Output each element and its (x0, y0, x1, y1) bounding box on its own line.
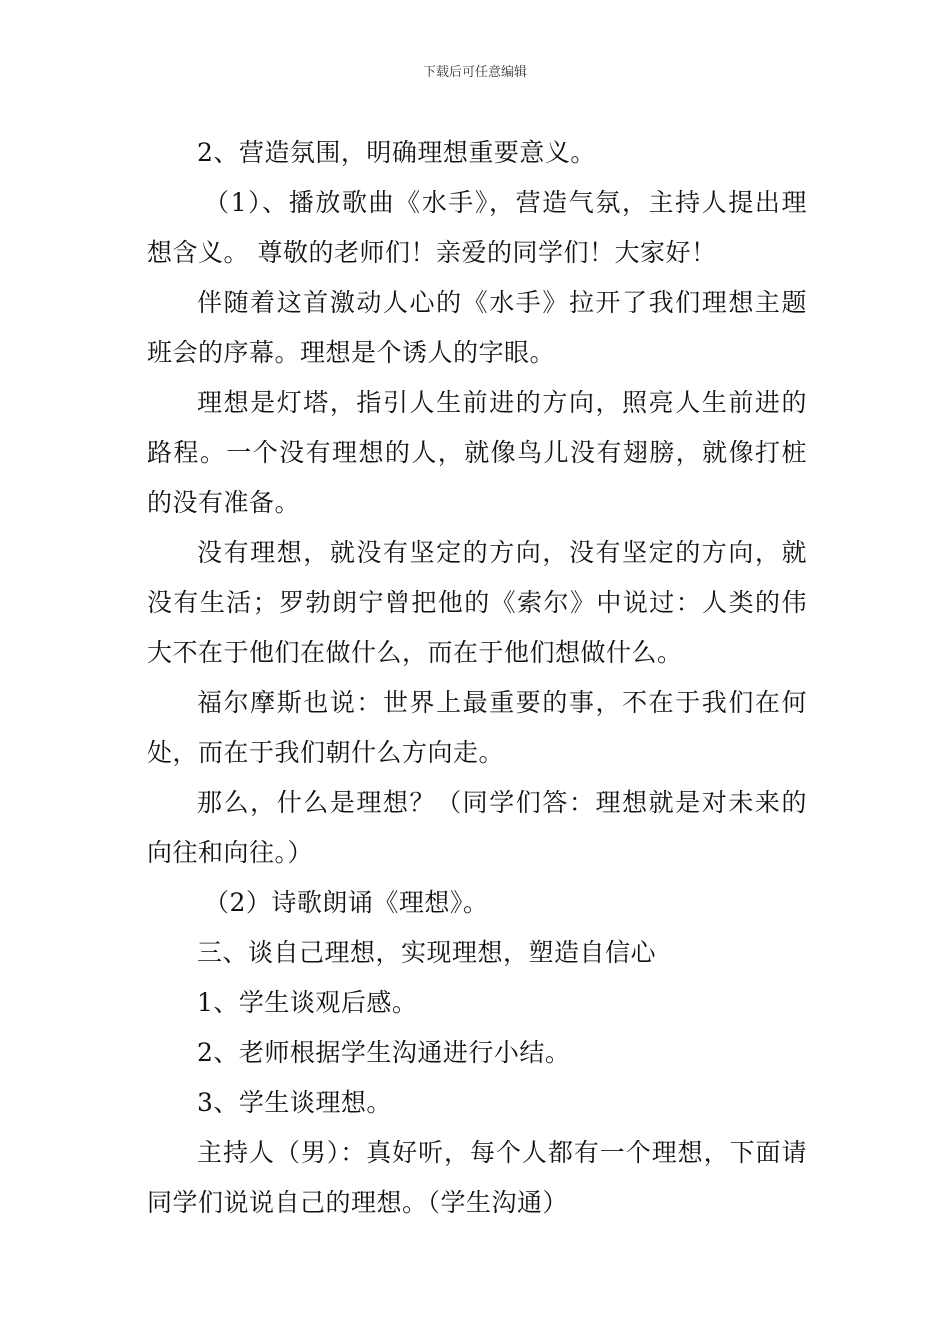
paragraph-no-ideal: 没有理想，就没有坚定的方向，没有坚定的方向，就没有生活；罗勃朗宁曾把他的《索尔》中说过：人类的伟大不在于他们在做什么，而在于他们想做什么。 (147, 538, 807, 667)
paragraph-lighthouse: 理想是灯塔，指引人生前进的方向，照亮人生前进的路程。一个没有理想的人，就像鸟儿没有翅膀，就像打桩的没有准备。 (147, 388, 807, 517)
paragraph-step-2: 2、老师根据学生沟通进行小结。 (197, 1038, 571, 1067)
paragraph-section-2-title: 2、营造氛围，明确理想重要意义。 (197, 138, 596, 167)
paragraph-intro: 伴随着这首激动人心的《水手》拉开了我们理想主题班会的序幕。理想是个诱人的字眼。 (147, 288, 807, 367)
document-body (147, 128, 807, 1228)
paragraph-holmes-quote: 福尔摩斯也说：世界上最重要的事，不在于我们在何处，而在于我们朝什么方向走。 (147, 688, 807, 767)
page-header: 下载后可任意编辑 (422, 65, 527, 80)
paragraph-what-is-ideal: 那么，什么是理想？（同学们答：理想就是对未来的向往和向往。） (147, 788, 807, 867)
paragraph-host-speech: 主持人（男）：真好听，每个人都有一个理想，下面请同学们说说自己的理想。（学生沟通） (147, 1138, 807, 1217)
paragraph-section-3-title: 三、谈自己理想，实现理想，塑造自信心 (197, 938, 657, 967)
paragraph-item-1-song: （1）、播放歌曲《水手》，营造气氛，主持人提出理想含义。 尊敬的老师们！亲爱的同学们！大家好！ (147, 188, 807, 267)
paragraph-item-2-poem: （2）诗歌朗诵《理想》。 (204, 888, 489, 917)
paragraph-step-3: 3、学生谈理想。 (197, 1088, 392, 1117)
paragraph-step-1: 1、学生谈观后感。 (197, 988, 418, 1017)
